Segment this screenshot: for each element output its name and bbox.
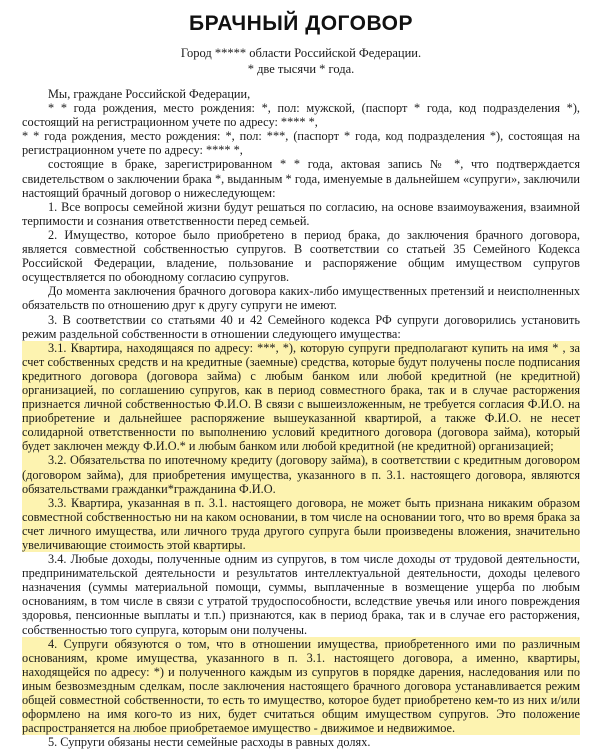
paragraph-clause-2-add: До момента заключения брачного договора каких-либо имущественных претензий и неисполненных обязательств по отношению друг к другу супруги не имеют. <box>22 284 580 313</box>
document-body <box>22 87 580 749</box>
date-line: * две тысячи * года. <box>247 62 355 76</box>
paragraph-clause-3-4: 3.4. Любые доходы, полученные одним из супругов, в том числе доходы от трудовой деятельности, предпринимательской деятельности и результатов интеллектуальной деятельности, доходы целевого назначения (суммы материальной помощи, суммы, выплаченные в возмещение ущерба по любым основаниям, в том числе в связи с утратой трудоспособности, вследствие увечья или иного повреждения здоровья, пенсионные выплаты и т.п.) признаются, как в период брака, так и в случае его расторжения, собственностью того супруга, которым они получены. <box>22 552 580 637</box>
paragraph-clause-4: 4. Супруги обязуются о том, что в отношении имущества, приобретенного ими по различным основаниям, кроме имущества, указанного в п. 3.1. настоящего договора, а именно, квартиры, находящейся по адресу: *) и полученного каждым из супругов в порядке дарения, наследования или по иным безвозмездным сделкам, после заключения настоящего брачного договора устанавливается режим общей совместной собственности, то есть то имущество, которое будет приобретено кем-то из них и/или оформлено на имя кого-то из них, будет считаться общим имуществом супругов. Это положение распространяется на любое приобретаемое имущество - движимое и недвижимое. <box>22 636 580 736</box>
paragraph-clause-3-3: 3.3. Квартира, указанная в п. 3.1. настоящего договора, не может быть признана никаким образом совместной собственностью ни на каком основании, в том числе на основании того, что во время брака за счет личного имущества, или личного труда другого супруга были произведены вложения, значительно увеличивающие стоимость этой квартиры. <box>22 495 580 552</box>
city-line: Город ***** области Российской Федерации. <box>180 46 422 60</box>
page-title: БРАЧНЫЙ ДОГОВОР <box>189 12 413 35</box>
paragraph-clause-3-1: 3.1. Квартира, находящаяся по адресу: ***, *), которую супруги предполагают купить на имя * , за счет собственных средств и на кредитные (заемные) средства, которые будут получены после подписания кредитного договора (договора займа) с любым банком или любой кредитной (не кредитной) организацией, по соглашению супругов, как в период совместного брака, так и в случае расторжения признается личной собственностью Ф.И.О. В связи с вышеизложенным, не требуется согласия Ф.И.О. на приобретение и дальнейшее распоряжение вышеуказанной квартирой, а также Ф.И.О. не несет солидарной ответственности по выполнению условий кредитного договора (договора займа), который будет заключен между Ф.И.О.* и любым банком или любой кредитной (не кредитной) организацией; <box>22 340 580 454</box>
paragraph-clause-5: 5. Супруги обязаны нести семейные расходы в равных долях. <box>48 735 371 749</box>
paragraph-intro-3: * * года рождения, место рождения: *, пол: ***, (паспорт * года, код подразделения *), состоящая на регистрационном учете по адресу: **** *, <box>22 129 580 158</box>
paragraph-intro-1: Мы, граждане Российской Федерации, <box>48 87 251 101</box>
paragraph-clause-3-2: 3.2. Обязательства по ипотечному кредиту (договору займа), в соответствии с кредитным договором (договором займа), для приобретения имущества, указанного в п. 3.1. настоящего договора, являются обязательствами гражданки*гражданина Ф.И.О. <box>22 453 580 496</box>
paragraph-intro-2: * * года рождения, место рождения: *, пол: мужской, (паспорт * года, код подразделения *), состоящий на регистрационном учете по адресу: **** *, <box>22 101 580 130</box>
paragraph-clause-1: 1. Все вопросы семейной жизни будут решаться по согласию, на основе взаимоуважения, взаимной терпимости и сознания ответственности перед семьей. <box>22 199 580 228</box>
paragraph-clause-3: 3. В соответствии со статьями 40 и 42 Семейного кодекса РФ супруги договорились установить режим раздельной собственности в отношении следующего имущества: <box>22 312 580 341</box>
paragraph-clause-2: 2. Имущество, которое было приобретено в период брака, до заключения брачного договора, является совместной собственностью супругов. В соответствии со статьей 35 Семейного Кодекса Российской Федерации, владение, пользование и распоряжение общим имуществом супругов осуществляется по обоюдному согласию супругов. <box>22 227 580 285</box>
paragraph-intro-4: состоящие в браке, зарегистрированном * * года, актовая запись № *, что подтверждается свидетельством о заключении брака *, выданным * года, именуемые в дальнейшем «супруги», заключили настоящий брачный договор о нижеследующем: <box>22 157 580 200</box>
